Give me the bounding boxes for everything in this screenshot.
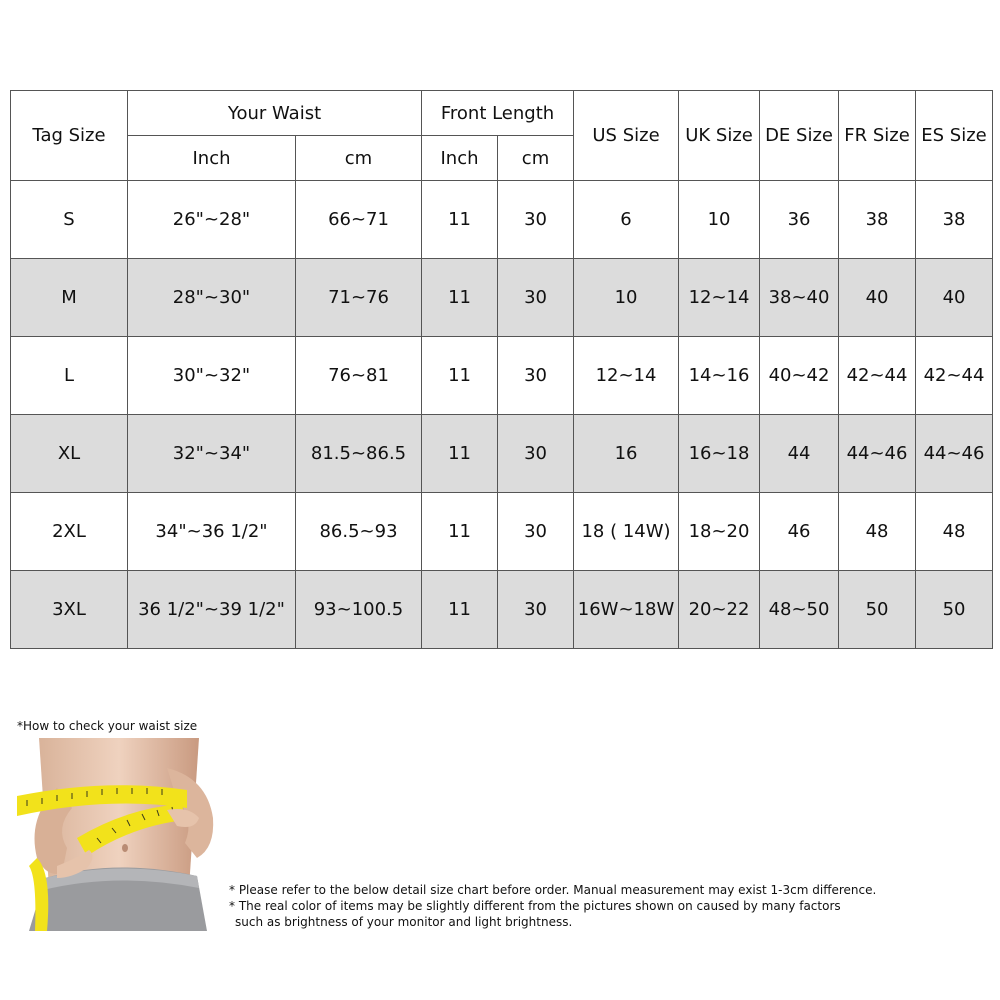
header-uk-size: UK Size: [679, 91, 760, 181]
cell-es: 42~44: [916, 337, 993, 415]
cell-waist-inch: 30"~32": [128, 337, 296, 415]
cell-length-cm: 30: [498, 181, 574, 259]
cell-length-inch: 11: [422, 337, 498, 415]
cell-uk: 10: [679, 181, 760, 259]
cell-fr: 38: [839, 181, 916, 259]
cell-tag: S: [11, 181, 128, 259]
note-line-color-cont: such as brightness of your monitor and light brightness.: [235, 915, 573, 929]
cell-waist-cm: 93~100.5: [296, 571, 422, 649]
cell-waist-cm: 71~76: [296, 259, 422, 337]
cell-length-inch: 11: [422, 571, 498, 649]
note-line-color: * The real color of items may be slightly different from the pictures shown on caused by many factors: [229, 899, 841, 913]
header-fr-size: FR Size: [839, 91, 916, 181]
cell-de: 38~40: [760, 259, 839, 337]
cell-es: 38: [916, 181, 993, 259]
cell-length-inch: 11: [422, 493, 498, 571]
cell-fr: 50: [839, 571, 916, 649]
header-waist-cm: cm: [296, 136, 422, 181]
cell-length-cm: 30: [498, 259, 574, 337]
header-us-size: US Size: [574, 91, 679, 181]
cell-us: 18 ( 14W): [574, 493, 679, 571]
header-front-length: Front Length: [422, 91, 574, 136]
cell-uk: 14~16: [679, 337, 760, 415]
header-waist-inch: Inch: [128, 136, 296, 181]
cell-waist-cm: 86.5~93: [296, 493, 422, 571]
cell-fr: 40: [839, 259, 916, 337]
cell-es: 44~46: [916, 415, 993, 493]
header-de-size: DE Size: [760, 91, 839, 181]
cell-us: 6: [574, 181, 679, 259]
cell-us: 16: [574, 415, 679, 493]
cell-waist-cm: 66~71: [296, 181, 422, 259]
cell-uk: 16~18: [679, 415, 760, 493]
cell-es: 48: [916, 493, 993, 571]
header-length-cm: cm: [498, 136, 574, 181]
size-chart-table: [10, 90, 993, 649]
cell-de: 36: [760, 181, 839, 259]
cell-tag: 3XL: [11, 571, 128, 649]
cell-waist-inch: 32"~34": [128, 415, 296, 493]
cell-us: 16W~18W: [574, 571, 679, 649]
cell-tag: 2XL: [11, 493, 128, 571]
cell-waist-cm: 81.5~86.5: [296, 415, 422, 493]
cell-uk: 18~20: [679, 493, 760, 571]
header-your-waist: Your Waist: [128, 91, 422, 136]
cell-length-inch: 11: [422, 415, 498, 493]
table-row: [11, 415, 993, 493]
header-tag-size: Tag Size: [11, 91, 128, 181]
cell-de: 44: [760, 415, 839, 493]
waist-measure-caption: *How to check your waist size: [17, 719, 198, 733]
cell-fr: 44~46: [839, 415, 916, 493]
table-row: [11, 337, 993, 415]
cell-length-inch: 11: [422, 181, 498, 259]
cell-waist-inch: 34"~36 1/2": [128, 493, 296, 571]
table-row: [11, 571, 993, 649]
cell-fr: 48: [839, 493, 916, 571]
cell-waist-inch: 36 1/2"~39 1/2": [128, 571, 296, 649]
table-header: [11, 91, 993, 181]
cell-de: 40~42: [760, 337, 839, 415]
cell-length-cm: 30: [498, 493, 574, 571]
waist-measurement-illustration: [17, 738, 218, 931]
note-line-measurement: * Please refer to the below detail size chart before order. Manual measurement may exist 1-3cm difference.: [229, 883, 877, 897]
cell-tag: XL: [11, 415, 128, 493]
cell-es: 40: [916, 259, 993, 337]
cell-length-cm: 30: [498, 571, 574, 649]
table-row: [11, 181, 993, 259]
cell-tag: L: [11, 337, 128, 415]
table-row: [11, 493, 993, 571]
size-notes: [229, 882, 876, 930]
cell-length-cm: 30: [498, 415, 574, 493]
cell-us: 12~14: [574, 337, 679, 415]
cell-es: 50: [916, 571, 993, 649]
table-body: [11, 181, 993, 649]
header-length-inch: Inch: [422, 136, 498, 181]
cell-us: 10: [574, 259, 679, 337]
cell-waist-inch: 28"~30": [128, 259, 296, 337]
cell-length-cm: 30: [498, 337, 574, 415]
cell-uk: 20~22: [679, 571, 760, 649]
cell-waist-cm: 76~81: [296, 337, 422, 415]
cell-waist-inch: 26"~28": [128, 181, 296, 259]
header-es-size: ES Size: [916, 91, 993, 181]
cell-tag: M: [11, 259, 128, 337]
table-row: [11, 259, 993, 337]
cell-fr: 42~44: [839, 337, 916, 415]
cell-de: 48~50: [760, 571, 839, 649]
waist-measurement-photo: [17, 738, 218, 931]
cell-length-inch: 11: [422, 259, 498, 337]
cell-de: 46: [760, 493, 839, 571]
cell-uk: 12~14: [679, 259, 760, 337]
